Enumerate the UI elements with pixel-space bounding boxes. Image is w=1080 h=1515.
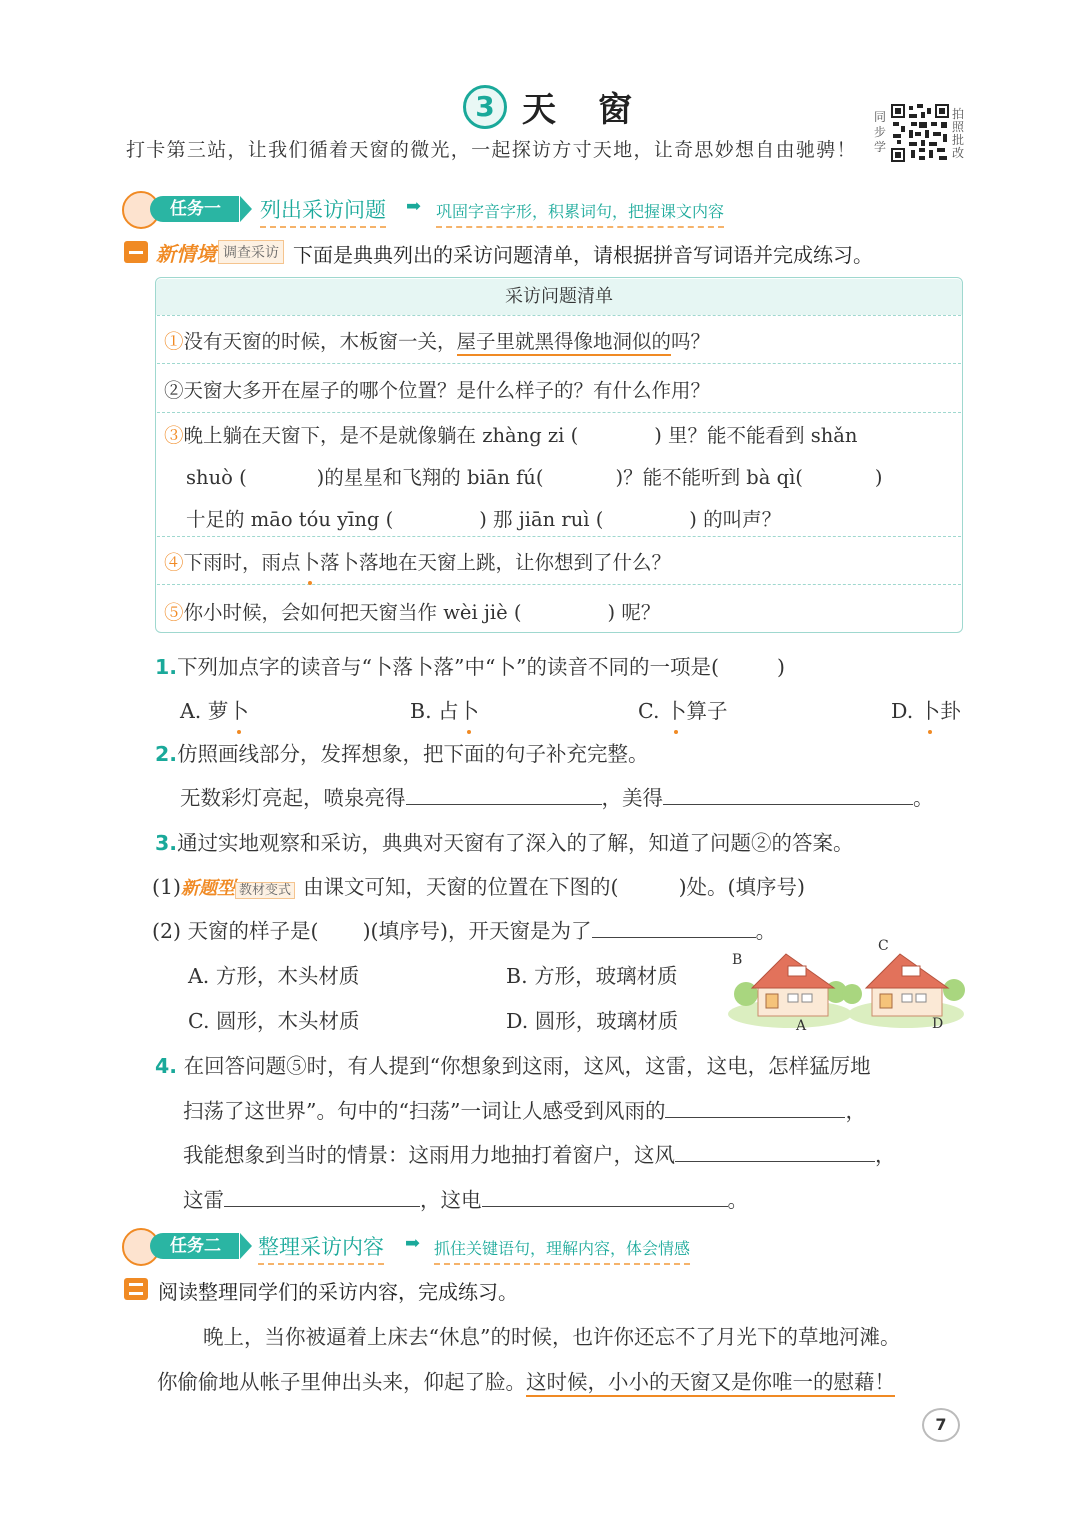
option-b[interactable]: B. 占卜 bbox=[410, 694, 479, 724]
table-row-q2: ②天窗大多开在屋子的哪个位置？是什么样子的？有什么作用？ bbox=[164, 379, 711, 402]
answer-blank[interactable] bbox=[665, 1116, 845, 1118]
section-one-icon bbox=[124, 241, 148, 263]
question-3: 3.通过实地观察和采访，典典对天窗有了深入的了解，知道了问题②的答案。 bbox=[155, 831, 854, 855]
answer-blank[interactable] bbox=[663, 803, 913, 805]
table-divider bbox=[157, 412, 961, 413]
arrow-right-icon: ➡ bbox=[405, 1233, 421, 1254]
table-row-q3-line1: ③晚上躺在天窗下，是不是就像躺在 zhàng zi ( ) 里？能不能看到 shǎn bbox=[164, 424, 858, 447]
question-4-line4: 这雷 ，这电 。 bbox=[183, 1188, 748, 1212]
qr-left-label: 同步学 bbox=[874, 110, 887, 154]
answer-blank[interactable] bbox=[406, 803, 602, 805]
table-row-q3-line2: shuò ( )的星星和飞翔的 biān fú( )？能不能听到 bà qì( ) bbox=[186, 466, 883, 489]
task2-arrow-icon bbox=[240, 1233, 252, 1259]
question-4-line3: 我能想象到当时的情景：这雨用力地抽打着窗户，这风 ， bbox=[183, 1143, 896, 1167]
textbook-variant-tag: 教材变式 bbox=[235, 882, 295, 899]
task2-label: 任务二 bbox=[150, 1233, 239, 1259]
underlined-sentence: 这时候，小小的天窗又是你唯一的慰藉！ bbox=[526, 1370, 895, 1397]
section2-instruction: 阅读整理同学们的采访内容，完成练习。 bbox=[158, 1280, 518, 1304]
task2-title: 整理采访内容 bbox=[258, 1231, 384, 1265]
section-two-icon bbox=[124, 1278, 148, 1300]
table-row-q5: ⑤你小时候，会如何把天窗当作 wèi jiè ( ) 呢？ bbox=[164, 601, 661, 624]
section1-tag: 调查采访 bbox=[218, 240, 284, 264]
pic-label-c: C bbox=[878, 938, 889, 954]
task1-arrow-icon bbox=[240, 196, 252, 222]
lesson-title: 天窗 bbox=[522, 90, 674, 130]
underlined-phrase: 屋子里就黑得像地洞似的 bbox=[457, 330, 672, 356]
pic-label-d: D bbox=[932, 1016, 944, 1032]
table-row-q3-line3: 十足的 māo tóu yīng ( ) 那 jiān ruì ( ) 的叫声？ bbox=[186, 508, 782, 531]
reading-paragraph-line1: 晚上，当你被逼着上床去“休息”的时候，也许你还忘不了月光下的草地河滩。 bbox=[203, 1325, 901, 1349]
section1-badge: 新情境 bbox=[156, 242, 216, 266]
option-c[interactable]: C. 卜算子 bbox=[638, 694, 728, 724]
option-a[interactable]: A. 方形，木头材质 bbox=[188, 964, 360, 988]
house-illustration bbox=[726, 934, 966, 1034]
pic-label-b: B bbox=[732, 952, 743, 968]
qr-right-label: 拍照批改 bbox=[952, 107, 965, 160]
option-d[interactable]: D. 圆形，玻璃材质 bbox=[506, 1009, 679, 1033]
option-c[interactable]: C. 圆形，木头材质 bbox=[188, 1009, 360, 1033]
table-divider bbox=[157, 536, 961, 537]
dotted-character: 卜 bbox=[301, 547, 321, 575]
reading-paragraph-line2: 你偷偷地从帐子里伸出头来，仰起了脸。这时候，小小的天窗又是你唯一的慰藉！ bbox=[157, 1365, 895, 1395]
table-divider bbox=[157, 315, 961, 316]
question-4: 4. 在回答问题⑤时，有人提到“你想象到这雨，这风，这雷，这电，怎样猛厉地 bbox=[155, 1054, 871, 1078]
page-number: 7 bbox=[922, 1408, 960, 1442]
table-divider bbox=[157, 363, 961, 364]
task1-subtitle: 巩固字音字形，积累词句，把握课文内容 bbox=[436, 199, 724, 228]
table-row-q1: ①没有天窗的时候，木板窗一关，屋子里就黑得像地洞似的吗？ bbox=[164, 326, 710, 354]
question-3-part2: (2) 天窗的样子是( )(填序号)，开天窗是为了 。 bbox=[152, 919, 777, 943]
answer-blank[interactable] bbox=[224, 1205, 420, 1207]
question-2: 2.仿照画线部分，发挥想象，把下面的句子补充完整。 bbox=[155, 742, 649, 766]
lesson-subtitle: 打卡第三站，让我们循着天窗的微光，一起探访方寸天地，让奇思妙想自由驰骋！ bbox=[126, 139, 857, 161]
table-divider bbox=[157, 584, 961, 585]
table-header: 采访问题清单 bbox=[156, 279, 962, 315]
lesson-number: 3 bbox=[463, 85, 507, 129]
pic-label-a: A bbox=[796, 1018, 807, 1034]
question-3-part1: (1)新题型 教材变式 由课文可知，天窗的位置在下图的( )处。(填序号) bbox=[152, 875, 806, 899]
answer-blank[interactable] bbox=[482, 1205, 728, 1207]
task1-title: 列出采访问题 bbox=[260, 194, 386, 228]
new-question-badge: 新题型 bbox=[181, 878, 236, 899]
answer-blank[interactable] bbox=[675, 1160, 875, 1162]
option-a[interactable]: A. 萝卜 bbox=[180, 694, 249, 724]
task2-subtitle: 抓住关键语句，理解内容，体会情感 bbox=[434, 1236, 690, 1265]
question-1: 1.下列加点字的读音与“卜落卜落”中“卜”的读音不同的一项是( ) bbox=[155, 655, 785, 679]
option-b[interactable]: B. 方形，玻璃材质 bbox=[506, 964, 678, 988]
question-4-line2: 扫荡了这世界”。句中的“扫荡”一词让人感受到风雨的 ， bbox=[183, 1099, 866, 1123]
option-d[interactable]: D. 卜卦 bbox=[891, 694, 961, 724]
question-2-sentence: 无数彩灯亮起，喷泉亮得 ，美得 。 bbox=[180, 786, 934, 810]
table-row-q4: ④下雨时，雨点卜落卜落地在天窗上跳，让你想到了什么？ bbox=[164, 547, 671, 575]
arrow-right-icon: ➡ bbox=[406, 196, 422, 217]
task1-label: 任务一 bbox=[150, 196, 239, 222]
qr-code-icon[interactable] bbox=[891, 104, 949, 162]
section1-instruction: 下面是典典列出的采访问题清单，请根据拼音写词语并完成练习。 bbox=[293, 243, 873, 267]
